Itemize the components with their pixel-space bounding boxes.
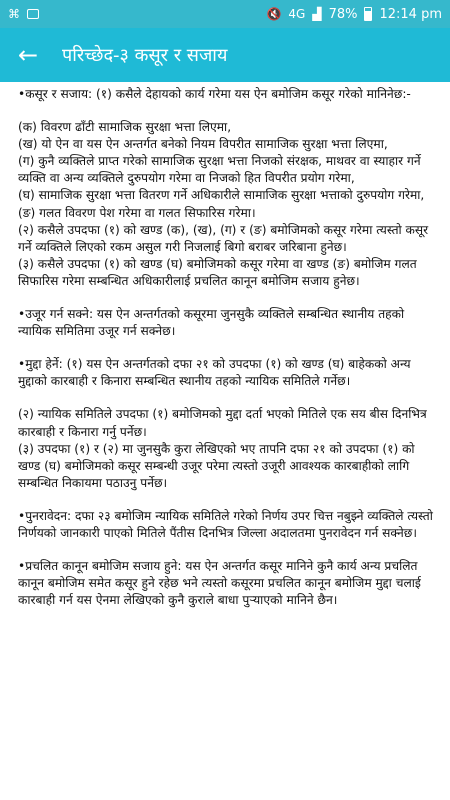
clock: 12:14 pm (379, 6, 442, 22)
network-type: 4G (288, 7, 306, 21)
content-paragraph: (घ) सामाजिक सुरक्षा भत्ता वितरण गर्ने अधिकारीले सामाजिक सुरक्षा भत्ताको दुरुपयोग गरेमा, (18, 188, 425, 203)
content-paragraph: •उजूर गर्न सक्ने: यस ऐन अन्तर्गतको कसूरमा जुनसुकै व्यक्तिले सम्बन्धित स्थानीय तहको न्यायिक समितिमा उजूर गर्न सक्नेछ। (18, 307, 405, 339)
article-content (0, 82, 450, 800)
content-paragraph: (२) कसैले उपदफा (१) को खण्ड (क), (ख), (ग) र (ङ) बमोजिमको कसूर गरेमा त्यस्तो कसूर गर्ने व्यक्तिले लिएको रकम असुल गरी निजलाई बिगो बराबर जरिबाना हुनेछ। (18, 222, 429, 254)
status-bar (0, 0, 450, 28)
signal-icon: ▟ (312, 7, 322, 21)
content-paragraph: •प्रचलित कानून बमोजिम सजाय हुने: यस ऐन अन्तर्गत कसूर मानिने कुनै कार्य अन्य प्रचलित कानून बमोजिम समेत कसूर हुने रहेछ भने त्यस्तो कसूरमा प्रचलित कानून बमोजिम मुद्दा चलाई कारबाही गर्न यस ऐनमा लेखिएको कुनै कुराले बाधा पुऱ्याएको मानिने छैन। (18, 559, 421, 608)
content-paragraph: (३) उपदफा (१) र (२) मा जुनसुकै कुरा लेखिएको भए तापनि दफा २१ को उपदफा (१) को खण्ड (घ) बमोजिमको कसूर सम्बन्धी उजूर परेमा त्यस्तो उजूरी आवश्यक कारबाहीको लागि सम्बन्धित निकायमा पठाउनु पर्नेछ। (18, 441, 415, 490)
content-paragraph: •मुद्दा हेर्ने: (१) यस ऐन अन्तर्गतको दफा २१ को उपदफा (१) को खण्ड (घ) बाहेकको अन्य मुद्दाको कारबाही र किनारा सम्बन्धित स्थानीय तहको न्यायिक समितिले गर्नेछ। (18, 357, 411, 389)
content-paragraph: •पुनरावेदन: दफा २३ बमोजिम न्यायिक समितिले गरेको निर्णय उपर चित्त नबुझ्ने व्यक्तिले त्यस्तो निर्णयको जानकारी पाएको मितिले पैंतीस दिनभित्र जिल्ला अदालतमा पुनरावेदन गर्न सक्नेछ। (18, 508, 433, 540)
status-bar-right (266, 7, 442, 22)
paragraph-spacer (18, 340, 440, 356)
content-paragraph: (ख) यो ऐन वा यस ऐन अन्तर्गत बनेको नियम विपरीत सामाजिक सुरक्षा भत्ता लिएमा, (18, 137, 388, 152)
battery-percent: 78% (328, 6, 358, 22)
content-paragraph: •कसूर र सजाय: (१) कसैले देहायको कार्य गरेमा यस ऐन बमोजिम कसूर गरेको मानिनेछ:- (18, 87, 411, 101)
gallery-icon (27, 9, 39, 19)
content-paragraph: (२) न्यायिक समितिले उपदफा (१) बमोजिमको मुद्दा दर्ता भएको मितिले एक सय बीस दिनभित्र कारबाही र किनारा गर्नु पर्नेछ। (18, 407, 427, 439)
app-bar (0, 28, 450, 82)
back-button[interactable] (14, 41, 42, 69)
content-paragraph: (ग) कुनै व्यक्तिले प्राप्त गरेको सामाजिक सुरक्षा भत्ता निजको संरक्षक, माथवर वा स्याहार गर्ने व्यक्ति वा अन्य व्यक्तिले दुरुपयोग गरेमा वा निजको हित विपरीत प्रयोग गरेमा, (18, 154, 421, 186)
arrow-left-icon: ← (17, 41, 39, 69)
battery-icon (364, 7, 372, 21)
mute-icon: 🔇 (266, 7, 282, 21)
content-paragraph: (३) कसैले उपदफा (१) को खण्ड (घ) बमोजिमको कसूर गरेमा वा खण्ड (ङ) बमोजिम गलत सिफारिस गरेमा सम्बन्धित अधिकारीलाई प्रचलित कानून बमोजिम सजाय हुनेछ। (18, 256, 417, 288)
content-paragraph: (क) विवरण ढाँटी सामाजिक सुरक्षा भत्ता लिएमा, (18, 120, 232, 135)
paragraph-spacer (18, 290, 440, 306)
status-bar-left (8, 7, 39, 21)
paragraph-spacer (18, 492, 440, 508)
page-title: परिच्छेद-३ कसूर र सजाय (62, 45, 228, 66)
paragraph-spacer (18, 542, 440, 558)
paragraph-spacer (18, 390, 440, 406)
paragraph-spacer (18, 103, 440, 119)
content-paragraph: (ङ) गलत विवरण पेश गरेमा वा गलत सिफारिस गरेमा। (18, 205, 256, 220)
notification-icon: ⌘ (8, 7, 20, 21)
